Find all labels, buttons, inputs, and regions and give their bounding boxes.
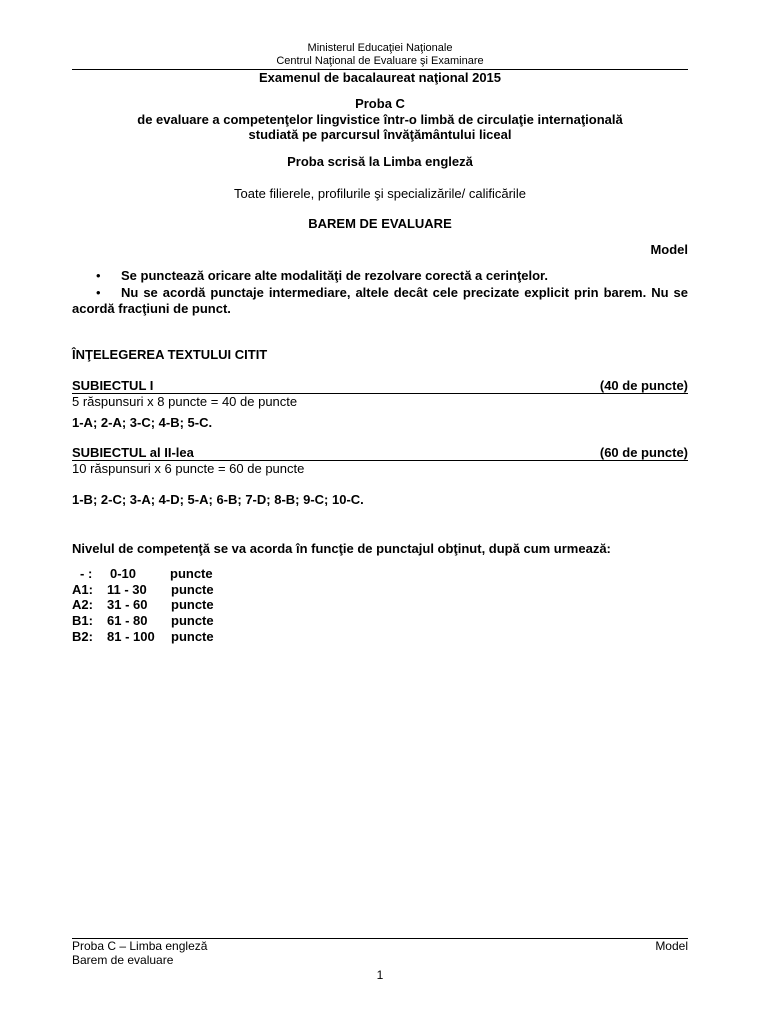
level-unit: puncte	[171, 582, 214, 597]
level-code: A1:	[72, 582, 93, 597]
subiect-1-points: (40 de puncte)	[599, 378, 688, 393]
level-code: B1:	[72, 613, 93, 628]
levels-intro: Nivelul de competenţă se va acorda în funcţie de punctajul obţinut, după cum urmează:	[72, 541, 611, 556]
subiect-1-name: SUBIECTUL I	[72, 378, 154, 393]
subiect-2-answers: 1-B; 2-C; 3-A; 4-D; 5-A; 6-B; 7-D; 8-B; 9-C; 10-C.	[72, 492, 364, 507]
header-ministry: Ministerul Educaţiei Naţionale	[307, 42, 453, 54]
rule-item	[72, 268, 688, 284]
rule-text: Nu se acordă punctaje intermediare, altele decât cele precizate explicit prin barem. Nu se acordă fracţiuni de punct.	[72, 285, 688, 316]
barem-title: BAREM DE EVALUARE	[308, 216, 452, 231]
level-range: 31 - 60	[107, 597, 148, 612]
level-unit: puncte	[171, 613, 214, 628]
rule-text: Se punctează oricare alte modalităţi de rezolvare corectă a cerinţelor.	[121, 268, 549, 283]
page-number: 1	[376, 968, 384, 982]
bullet-icon: •	[96, 268, 101, 283]
proba-title: Proba C	[355, 96, 405, 111]
proba-description-1: de evaluare a competenţelor lingvistice într-o limbă de circulaţie internaţională	[137, 112, 623, 127]
subiect-1-formula: 5 răspunsuri x 8 puncte = 40 de puncte	[72, 394, 298, 409]
subiect-2-formula: 10 răspunsuri x 6 puncte = 60 de puncte	[72, 461, 305, 476]
model-label: Model	[650, 242, 688, 257]
subiect-1-heading	[72, 378, 688, 393]
footer-proba: Proba C – Limba engleză	[72, 939, 208, 953]
subiect-2-name: SUBIECTUL al II-lea	[72, 445, 194, 460]
level-range: 81 - 100	[107, 629, 155, 644]
footer-model: Model	[655, 939, 688, 953]
section-title: ÎNŢELEGEREA TEXTULUI CITIT	[72, 347, 268, 362]
bullet-icon: •	[96, 285, 101, 300]
subiect-2-heading	[72, 445, 688, 460]
proba-description-2: studiată pe parcursul învăţământului liceal	[248, 127, 512, 142]
subiect-2-points: (60 de puncte)	[599, 445, 688, 460]
header-center: Centrul Naţional de Evaluare şi Examinare	[276, 55, 484, 67]
level-unit: puncte	[170, 566, 213, 581]
rule-item	[72, 285, 688, 317]
subject-title: Proba scrisă la Limba engleză	[287, 154, 473, 169]
level-code: - :	[80, 566, 93, 581]
exam-title: Examenul de bacalaureat naţional 2015	[258, 70, 502, 85]
filiere-line: Toate filierele, profilurile şi specializările/ calificările	[234, 186, 526, 201]
level-range: 61 - 80	[107, 613, 148, 628]
footer-barem: Barem de evaluare	[72, 953, 174, 967]
level-unit: puncte	[171, 597, 214, 612]
subiect-1-answers: 1-A; 2-A; 3-C; 4-B; 5-C.	[72, 415, 213, 430]
level-range: 11 - 30	[107, 582, 147, 597]
level-range: 0-10	[110, 566, 137, 581]
level-code: B2:	[72, 629, 93, 644]
level-unit: puncte	[171, 629, 214, 644]
level-code: A2:	[72, 597, 93, 612]
